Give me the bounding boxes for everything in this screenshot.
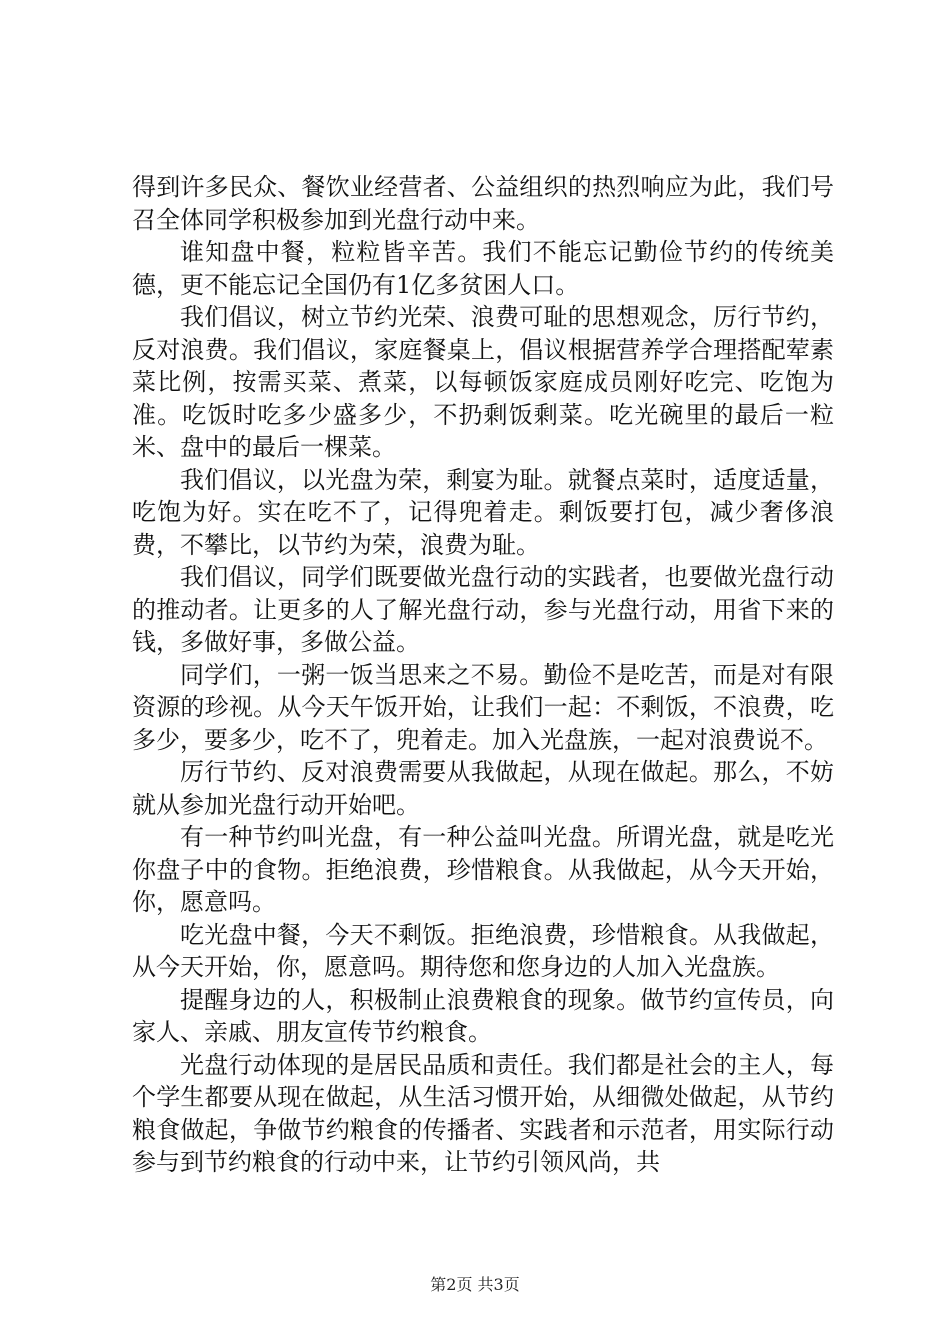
paragraph: 光盘行动体现的是居民品质和责任。我们都是社会的主人，每个学生都要从现在做起，从生活习惯开始，从细微处做起，从节约粮食做起，争做节约粮食的传播者、实践者和示范者，用实际行动参与到节约粮食的行动中来，让节约引领风尚，共 [132, 1050, 834, 1176]
paragraph-continued: 得到许多民众、餐饮业经营者、公益组织的热烈响应为此，我们号召全体同学积极参加到光盘行动中来。 [132, 173, 834, 234]
page-footer: 第2页 共3页 [430, 1275, 520, 1294]
paragraph: 我们倡议，树立节约光荣、浪费可耻的思想观念，厉行节约，反对浪费。我们倡议，家庭餐桌上，倡议根据营养学合理搭配荤素菜比例，按需买菜、煮菜，以每顿饭家庭成员刚好吃完、吃饱为准。吃饭时吃多少盛多少，不扔剩饭剩菜。吃光碗里的最后一粒米、盘中的最后一棵菜。 [132, 303, 834, 461]
paragraph: 提醒身边的人，积极制止浪费粮食的现象。做节约宣传员，向家人、亲戚、朋友宣传节约粮食。 [132, 985, 834, 1046]
paragraph: 我们倡议，同学们既要做光盘行动的实践者，也要做光盘行动的推动者。让更多的人了解光盘行动，参与光盘行动，用省下来的钱，多做好事，多做公益。 [132, 563, 834, 656]
paragraph: 吃光盘中餐，今天不剩饭。拒绝浪费，珍惜粮食。从我做起，从今天开始，你，愿意吗。期待您和您身边的人加入光盘族。 [132, 920, 834, 981]
paragraph: 谁知盘中餐，粒粒皆辛苦。我们不能忘记勤俭节约的传统美德，更不能忘记全国仍有1亿多贫困人口。 [132, 238, 834, 299]
paragraph: 厉行节约、反对浪费需要从我做起，从现在做起。那么，不妨就从参加光盘行动开始吧。 [132, 758, 834, 819]
paragraph: 同学们，一粥一饭当思来之不易。勤俭不是吃苦，而是对有限资源的珍视。从今天午饭开始，让我们一起：不剩饭，不浪费，吃多少，要多少，吃不了，兜着走。加入光盘族，一起对浪费说不。 [132, 660, 834, 754]
paragraph: 有一种节约叫光盘，有一种公益叫光盘。所谓光盘，就是吃光你盘子中的食物。拒绝浪费，珍惜粮食。从我做起，从今天开始，你，愿意吗。 [132, 823, 834, 916]
document-body [132, 171, 834, 1179]
paragraph: 我们倡议，以光盘为荣，剩宴为耻。就餐点菜时，适度适量，吃饱为好。实在吃不了，记得兜着走。剩饭要打包，减少奢侈浪费，不攀比，以节约为荣，浪费为耻。 [132, 465, 834, 559]
